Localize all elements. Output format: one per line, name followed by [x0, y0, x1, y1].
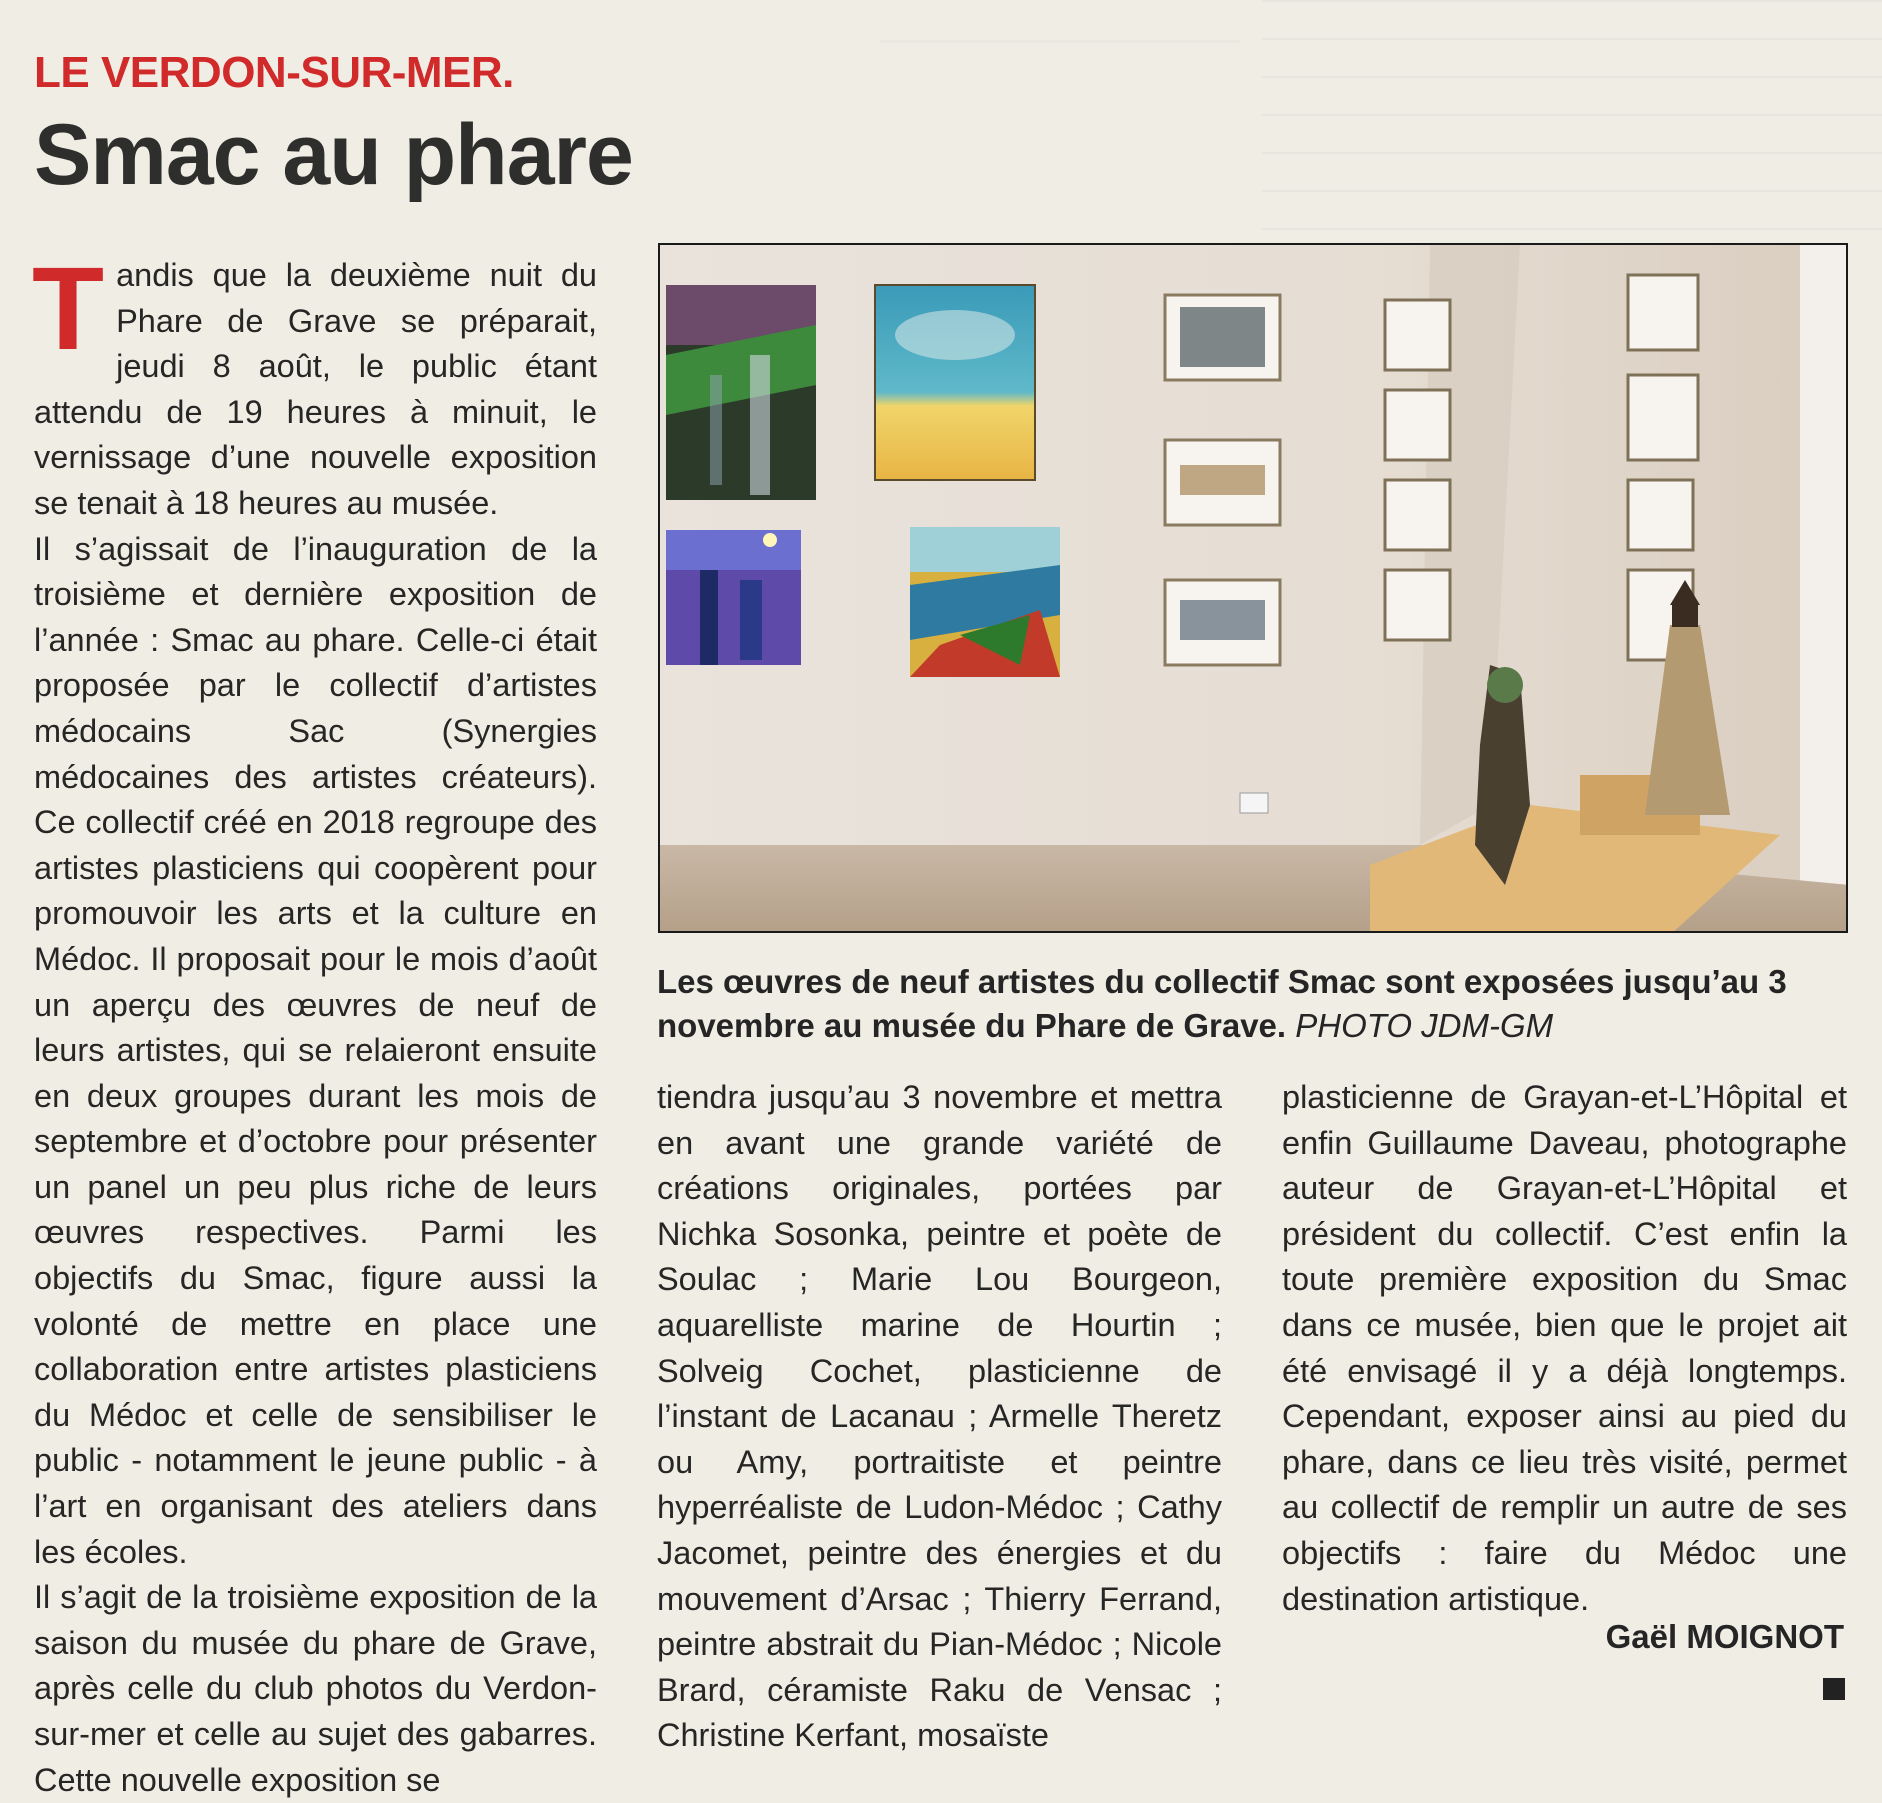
paragraph-1-text: andis que la deuxième nuit du Phare de Grave se préparait, jeudi 8 août, le public étant attendu de 19 heures à minuit, le vernissage d’une nouvelle exposition se tenait à 18 heures au musée.	[34, 257, 597, 521]
author-byline: Gaël MOIGNOT	[1605, 1618, 1844, 1655]
exhibition-photo	[658, 243, 1848, 933]
painting-1	[666, 285, 816, 500]
paragraph-1	[32, 243, 597, 527]
caption-text: Les œuvres de neuf artistes du collectif Smac sont exposées jusqu’au 3 novembre au musée du Phare de Grave.	[657, 963, 1787, 1044]
photo-caption	[657, 960, 1847, 1048]
adjacent-column-shadow	[1262, 0, 1882, 230]
article-headline: Smac au phare	[34, 107, 633, 203]
drop-cap: T	[32, 243, 105, 375]
photo-credit: PHOTO JDM-GM	[1295, 1007, 1554, 1044]
painting-3	[666, 530, 801, 665]
painting-4	[910, 527, 1060, 677]
paragraph-2: Il s’agissait de l’inauguration de la troisième et dernière exposition de l’année : Smac au phare. Celle-ci était proposée par le collectif d’artistes médocains Sac (Synergies médocaines des artistes créateurs). Ce collectif créé en 2018 regroupe des artistes plasticiens qui coopèrent pour promouvoir les arts et la culture en Médoc. Il proposait pour le mois d’août un aperçu des œuvres de neuf de leurs artistes, qui se relaieront ensuite en deux groupes durant les mois de septembre et d’octobre pour présenter un panel un peu plus riche de leurs œuvres respectives. Parmi les objectifs du Smac, figure aussi la volonté de mettre en place une collaboration entre artistes plasticiens du Médoc et celle de sensibiliser le public - notamment le jeune public - à l’art en organisant des ateliers dans les écoles.	[34, 530, 597, 1570]
photo-illustration	[660, 245, 1848, 933]
article-column-3	[1282, 1075, 1847, 1622]
column-3-text: plasticienne de Grayan-et-L’Hôpital et enfin Guillaume Daveau, photographe auteur de Grayan-et-L’Hôpital et président du collectif. C’est enfin la toute première exposition du Smac dans ce musée, bien que le projet ait été envisagé il y a déjà longtemps. Cependant, exposer ainsi au pied du phare, dans ce lieu très visité, permet au collectif de remplir un autre de ses objectifs : faire du Médoc une destination artistique.	[1282, 1079, 1847, 1617]
column-2-text: tiendra jusqu’au 3 novembre et mettra en avant une grande variété de créations originales, portées par Nichka Sosonka, peintre et poète de Soulac ; Marie Lou Bourgeon, aquarelliste marine de Hourtin ; Solveig Cochet, plasticienne de l’instant de Lacanau ; Armelle Theretz ou Amy, portraitiste et peintre hyperréaliste de Ludon-Médoc ; Cathy Jacomet, peintre des énergies et du mouvement d’Arsac ; Thierry Ferrand, peintre abstrait du Pian-Médoc ; Nicole Brard, céramiste Raku de Vensac ; Christine Kerfant, mosaïste	[657, 1079, 1222, 1754]
article-kicker: LE VERDON-SUR-MER.	[34, 48, 514, 97]
painting-2	[875, 285, 1035, 480]
end-of-article-mark	[1823, 1678, 1845, 1700]
bleed-through-text	[880, 20, 1240, 130]
article-column-2	[657, 1075, 1222, 1759]
article-column-1	[32, 243, 597, 1803]
paragraph-3: Il s’agit de la troisième exposition de la saison du musée du phare de Grave, après celle du club photos du Verdon-sur-mer et celle au sujet des gabarres. Cette nouvelle exposition se	[34, 1579, 597, 1798]
